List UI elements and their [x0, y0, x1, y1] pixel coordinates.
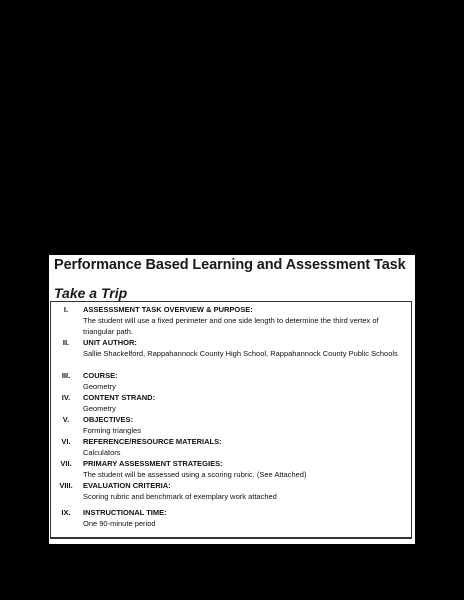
- section-heading: EVALUATION CRITERIA:: [83, 481, 171, 490]
- section-heading: COURSE:: [83, 371, 118, 380]
- section-text: Geometry: [83, 382, 116, 391]
- section-heading: CONTENT STRAND:: [83, 393, 156, 402]
- section-numeral: IV.: [61, 393, 71, 402]
- section-numeral: IX.: [61, 508, 71, 517]
- section-heading: OBJECTIVES:: [83, 415, 134, 424]
- document-subtitle: Take a Trip: [54, 285, 128, 301]
- section-numeral: VIII.: [59, 481, 73, 490]
- section-text: Scoring rubric and benchmark of exemplary work attached: [83, 492, 277, 501]
- task-outline-box: [50, 301, 412, 539]
- section-heading: REFERENCE/RESOURCE MATERIALS:: [83, 437, 222, 446]
- document-title: Performance Based Learning and Assessment Task: [54, 257, 406, 273]
- section-numeral: VII.: [60, 459, 72, 468]
- section-text: Sallie Shackelford, Rappahannock County High School, Rappahannock County Public Schools: [83, 349, 398, 358]
- section-numeral: V.: [62, 415, 70, 424]
- section-text: The student will be assessed using a scoring rubric. (See Attached): [83, 470, 307, 479]
- section-heading: INSTRUCTIONAL TIME:: [83, 508, 167, 517]
- section-numeral: III.: [61, 371, 71, 380]
- section-heading: PRIMARY ASSESSMENT STRATEGIES:: [83, 459, 223, 468]
- section-text: Forming triangles: [83, 426, 141, 435]
- section-text: Geometry: [83, 404, 116, 413]
- section-numeral: II.: [62, 338, 70, 347]
- document-page: [49, 255, 415, 544]
- section-numeral: I.: [63, 305, 69, 314]
- section-text: One 90-minute period: [83, 519, 156, 528]
- section-text: The student will use a fixed perimeter and one side length to determine the third vertex of triangular path.: [83, 316, 379, 336]
- section-heading: UNIT AUTHOR:: [83, 338, 137, 347]
- section-heading: ASSESSSMENT TASK OVERVIEW & PURPOSE:: [83, 305, 253, 314]
- section-text: Calculators: [83, 448, 121, 457]
- section-numeral: VI.: [61, 437, 71, 446]
